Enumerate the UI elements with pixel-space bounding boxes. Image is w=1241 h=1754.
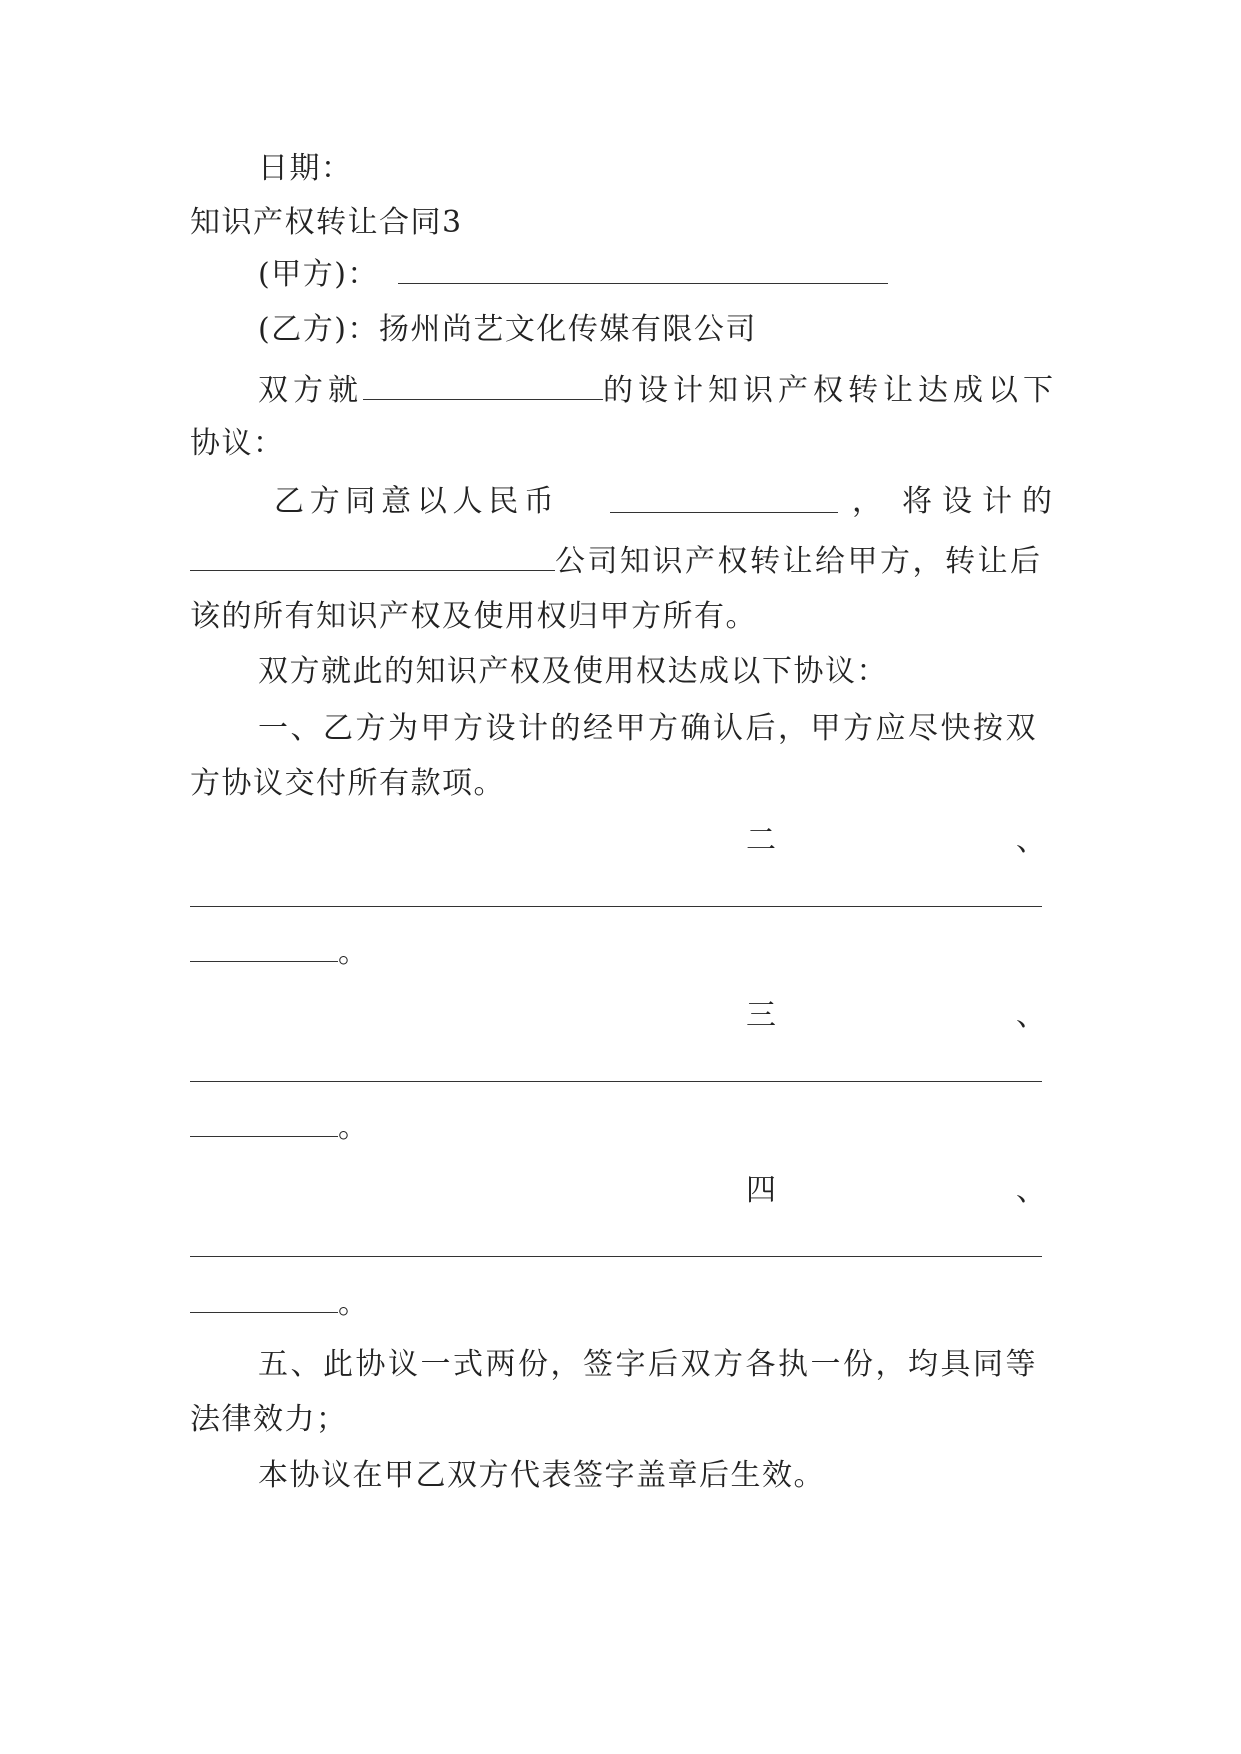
clause-4-blank-end[interactable] [190, 1282, 338, 1313]
transfer-line-1 [190, 482, 1052, 522]
clause-3-end: 。 [338, 1110, 370, 1145]
intro-tail: 协议： [190, 426, 285, 461]
clause-3-head [190, 996, 1052, 1036]
party-b-line [258, 310, 1052, 350]
clause-5-line-1: 五、此协议一式两份，签字后双方各执一份，均具同等 [258, 1347, 1038, 1382]
transfer-char: 的 [1022, 484, 1052, 519]
party-b-label: (乙方)： [258, 312, 379, 347]
clause-4-end: 。 [338, 1286, 370, 1321]
party-a-label: (甲方)： [258, 257, 379, 292]
intro-pre: 双方就 [258, 373, 363, 408]
clause-3-separator: 、 [1016, 998, 1048, 1033]
page-title: 知识产权转让合同3 [190, 205, 463, 240]
clause-1-line-2: 方协议交付所有款项。 [190, 766, 505, 801]
clause-4-separator: 、 [1016, 1173, 1048, 1208]
transfer-char: 人 [452, 484, 483, 519]
clause-3-end-line [190, 1106, 1052, 1146]
clause-1-line-1: 一、乙方为甲方设计的经甲方确认后，甲方应尽快按双 [258, 711, 1038, 746]
date-label: 日期： [258, 151, 353, 186]
party-a-line [258, 253, 1052, 293]
transfer-char: 设 [942, 484, 972, 519]
transfer-end [902, 482, 1052, 522]
transfer-char: 同 [345, 484, 376, 519]
clause-2-separator: 、 [1016, 823, 1048, 858]
transfer-char: 将 [902, 484, 932, 519]
clause-4-blank[interactable] [190, 1226, 1042, 1257]
clause-2-number: 二 [746, 823, 778, 858]
clause-5-line-2: 法律效力； [190, 1402, 348, 1437]
clause-3-blank-line [190, 1051, 1052, 1091]
clause-4-blank-line [190, 1226, 1052, 1266]
intro-blank[interactable] [363, 369, 603, 400]
amount-blank[interactable] [610, 482, 838, 513]
clause-2-end-line [190, 931, 1052, 971]
clause-4-end-line [190, 1282, 1052, 1322]
clause-2-head [190, 821, 1052, 861]
clause-4-number: 四 [746, 1173, 778, 1208]
transfer-char: 计 [982, 484, 1012, 519]
transfer-line-2-text: 公司知识产权转让给甲方，转让后 [555, 544, 1043, 579]
company-blank[interactable] [190, 540, 555, 571]
transfer-char: 乙 [274, 484, 304, 519]
transfer-line-2 [190, 540, 1052, 580]
transfer-char: 意 [381, 484, 412, 519]
transfer-start [274, 482, 554, 522]
clause-2-blank[interactable] [190, 876, 1042, 907]
clause-3-blank[interactable] [190, 1051, 1042, 1082]
clause-3-blank-end[interactable] [190, 1106, 338, 1137]
intro-post: 的设计知识产权转让达成以下 [603, 373, 1058, 408]
party-b-name: 扬州尚艺文化传媒有限公司 [378, 312, 757, 347]
clause-2-end: 。 [338, 935, 370, 970]
transfer-char: 币 [523, 484, 554, 519]
transfer-comma: ， [852, 484, 884, 519]
agree-line: 双方就此的知识产权及使用权达成以下协议： [258, 654, 888, 689]
clause-4-head [190, 1171, 1052, 1211]
effective-clause: 本协议在甲乙双方代表签字盖章后生效。 [258, 1458, 825, 1493]
intro-line [258, 369, 1058, 409]
party-a-blank[interactable] [398, 253, 888, 284]
transfer-char: 方 [309, 484, 340, 519]
transfer-line-3: 该的所有知识产权及使用权归甲方所有。 [190, 599, 757, 634]
clause-2-blank-line [190, 876, 1052, 916]
transfer-char: 民 [488, 484, 519, 519]
clause-2-blank-end[interactable] [190, 931, 338, 962]
transfer-char: 以 [416, 484, 447, 519]
clause-3-number: 三 [746, 998, 778, 1033]
